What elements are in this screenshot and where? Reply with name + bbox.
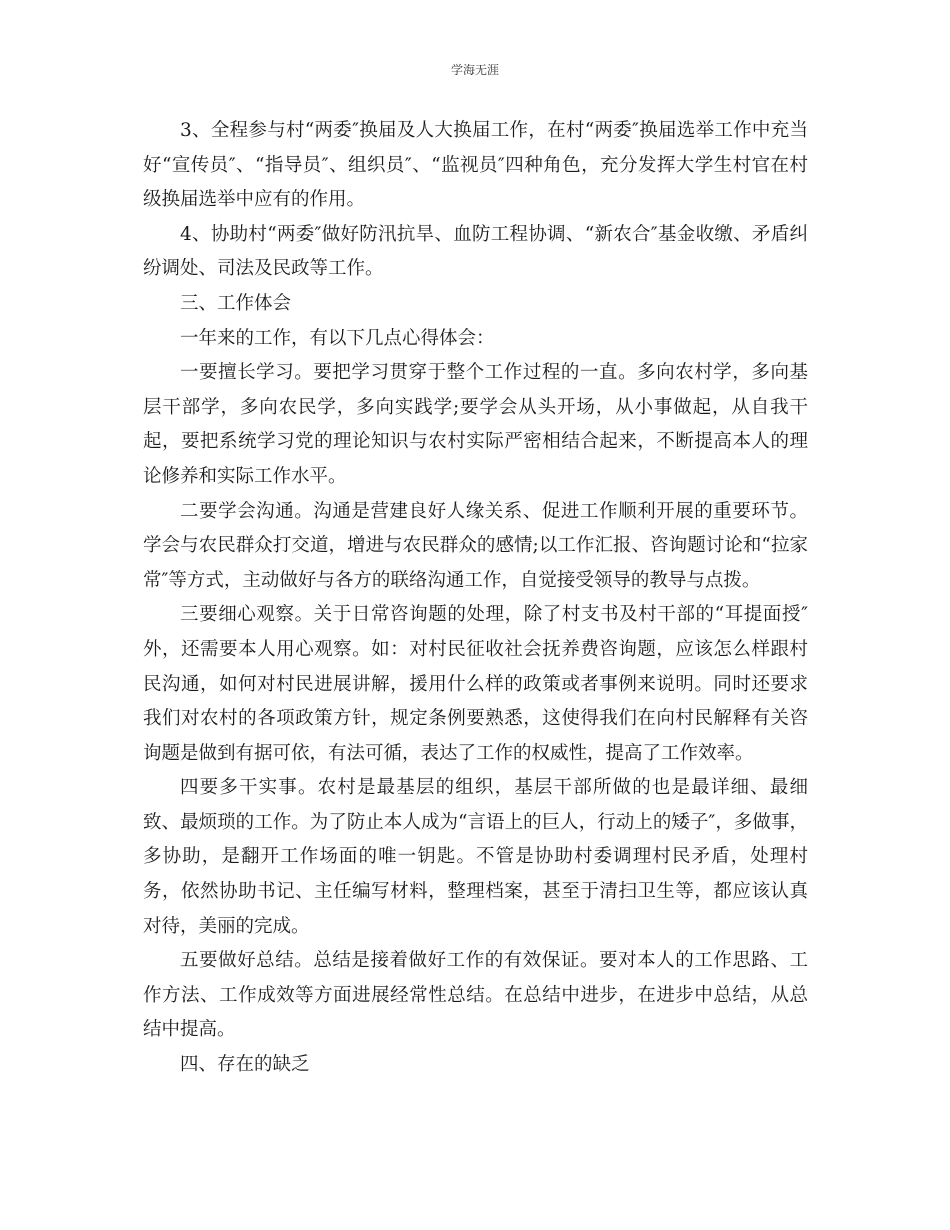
paragraph-item-3: 3、全程参与村“两委″换届及人大换届工作，在村“两委″换届选举工作中充当好“宣传员″、“指导员″、组织员″、“监视员″四种角色，充分发挥大学生村官在村级换届选举中应有的作用。 [143,120,808,211]
paragraph-observation: 三要细心观察。关于日常咨询题的处理，除了村支书及村干部的“耳提面授″外，还需要本人用心观察。如：对村民征收社会抚养费咨询题，应该怎么样跟村民沟通，如何对村民进展讲解，援用什么样的政策或者事例来说明。同时还要求我们对农村的各项政策方针，规定条例要熟悉，这使得我们在向村民解释有关咨询题是做到有据可依，有法可循，表达了工作的权威性，提高了工作效率。 [143,604,808,764]
paragraph-item-4: 4、协助村“两委″做好防汛抗旱、血防工程协调、“新农合″基金收缴、矛盾纠纷调处、司法及民政等工作。 [143,223,808,280]
paragraph-intro: 一年来的工作，有以下几点心得体会： [180,327,495,349]
paragraph-summary: 五要做好总结。总结是接着做好工作的有效保证。要对本人的工作思路、工作方法、工作成效等方面进展经常性总结。在总结中进步，在进步中总结，从总结中提高。 [143,950,808,1041]
section-heading-shortcomings: 四、存在的缺乏 [180,1054,310,1076]
paragraph-communication: 二要学会沟通。沟通是营建良好人缘关系、促进工作顺利开展的重要环节。学会与农民群众打交道，增进与农民群众的感情;以工作汇报、咨询题讨论和“拉家常″等方式，主动做好与各方的联络沟通工作，自觉接受领导的教导与点拨。 [143,500,808,591]
page-header: 学海无涯 [450,63,499,77]
paragraph-learning: 一要擅长学习。要把学习贯穿于整个工作过程的一直。多向农村学，多向基层干部学，多向农民学，多向实践学;要学会从头开场，从小事做起，从自我干起，要把系统学习党的理论知识与农村实际严密相结合起来，不断提高本人的理论修养和实际工作水平。 [143,362,808,487]
section-heading-work-experience: 三、工作体会 [180,292,292,314]
paragraph-practical-work: 四要多干实事。农村是最基层的组织，基层干部所做的也是最详细、最细致、最烦琐的工作。为了防止本人成为“言语上的巨人，行动上的矮子″，多做事，多协助，是翻开工作场面的唯一钥匙。不管是协助村委调理村民矛盾，处理村务，依然协助书记、主任编写材料，整理档案，甚至于清扫卫生等，都应该认真对待，美丽的完成。 [143,777,808,937]
document-body [143,114,808,1083]
